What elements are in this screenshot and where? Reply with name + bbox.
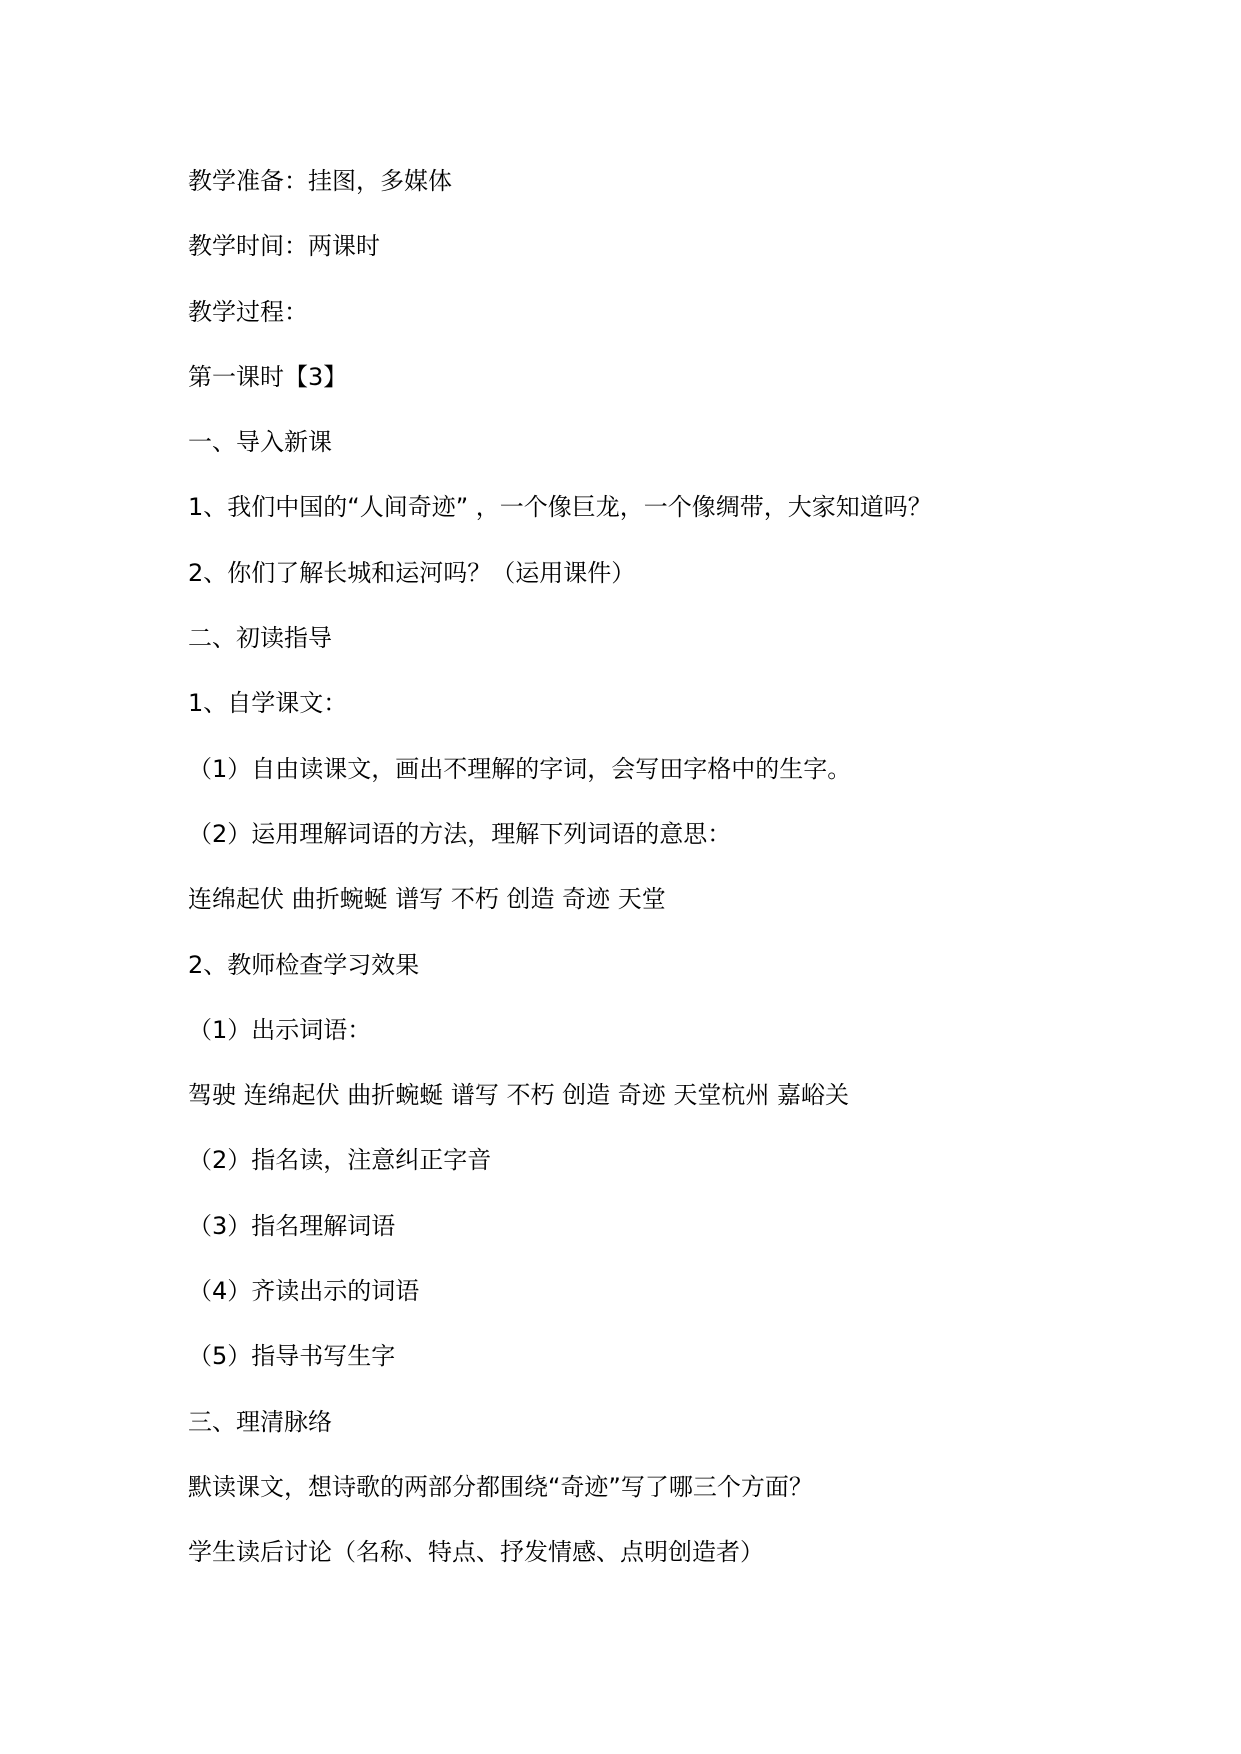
paragraph-line: 2、教师检查学习效果	[188, 950, 420, 979]
vocabulary-line: 驾驶 连绵起伏 曲折蜿蜒 谱写 不朽 创造 奇迹 天堂杭州 嘉峪关	[188, 1081, 850, 1110]
paragraph-line: （5）指导书写生字	[188, 1342, 396, 1371]
paragraph-line: （3）指名理解词语	[188, 1211, 396, 1240]
paragraph-line: （2）运用理解词语的方法，理解下列词语的意思：	[188, 819, 732, 848]
paragraph-line: （1）出示词语：	[188, 1015, 372, 1044]
paragraph-line: 1、自学课文：	[188, 689, 348, 718]
paragraph-line: 2、你们了解长城和运河吗？（运用课件）	[188, 558, 636, 587]
document-body	[188, 166, 1088, 1603]
paragraph-line: 默读课文，想诗歌的两部分都围绕“奇迹”写了哪三个方面？	[188, 1472, 813, 1501]
lesson-one-heading: 第一课时【3】	[188, 362, 348, 391]
process-heading: 教学过程：	[188, 297, 308, 326]
paragraph-line: 1、我们中国的“人间奇迹” ，一个像巨龙，一个像绸带，大家知道吗？	[188, 493, 932, 522]
section-heading-reading: 二、初读指导	[188, 624, 332, 653]
section-heading-intro: 一、导入新课	[188, 428, 332, 457]
time-line: 教学时间：两课时	[188, 232, 380, 261]
vocabulary-line: 连绵起伏 曲折蜿蜒 谱写 不朽 创造 奇迹 天堂	[188, 885, 666, 914]
prep-line: 教学准备：挂图，多媒体	[188, 167, 452, 195]
paragraph-line: （2）指名读，注意纠正字音	[188, 1146, 492, 1175]
paragraph-line: 学生读后讨论（名称、特点、抒发情感、点明创造者）	[188, 1538, 764, 1567]
paragraph-line: （1）自由读课文，画出不理解的字词，会写田字格中的生字。	[188, 754, 852, 783]
section-heading-structure: 三、理清脉络	[188, 1407, 332, 1436]
paragraph-line: （4）齐读出示的词语	[188, 1277, 420, 1306]
